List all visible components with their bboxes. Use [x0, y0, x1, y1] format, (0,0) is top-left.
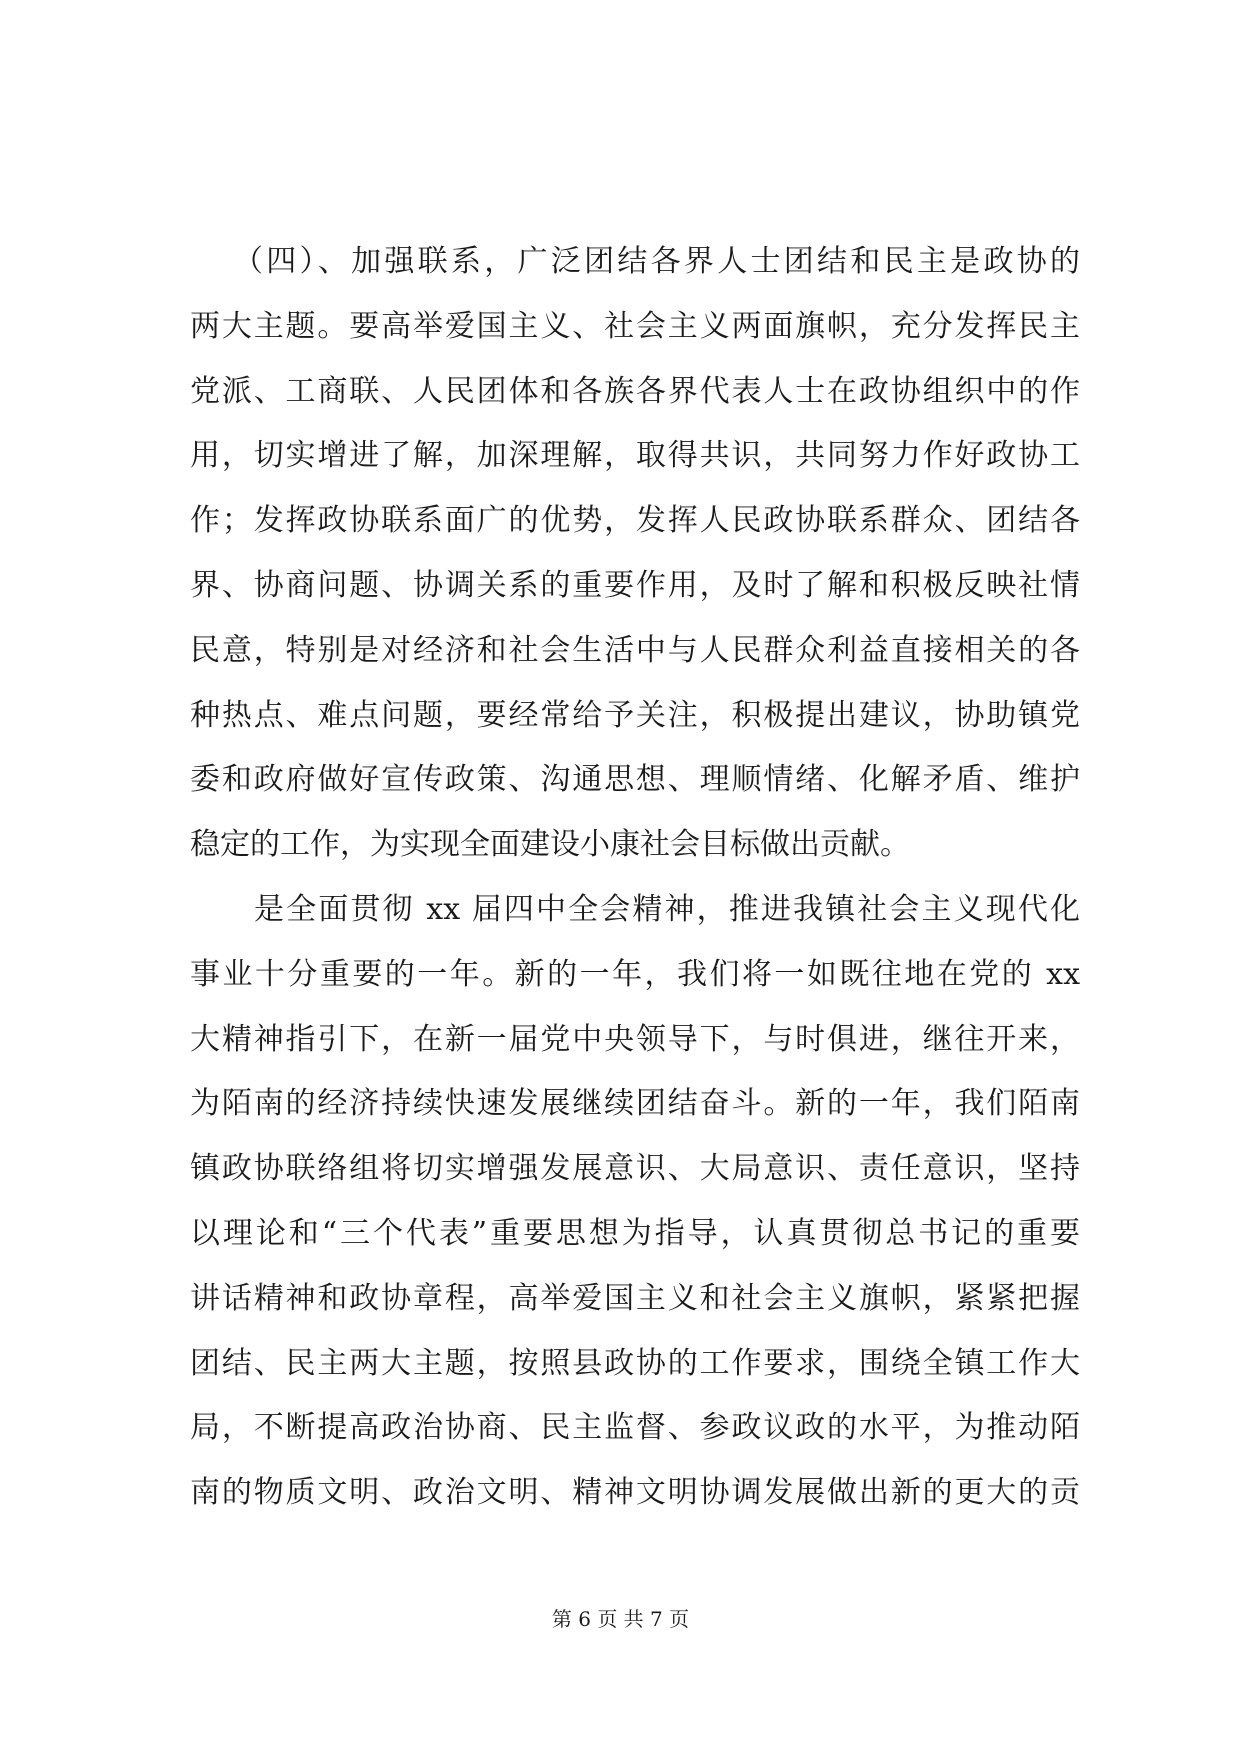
text-line: 种热点、难点问题，要经常给予关注，积极提出建议，协助镇党	[190, 697, 1080, 733]
text-line: 民意，特别是对经济和社会生活中与人民群众利益直接相关的各	[190, 632, 1080, 668]
text-line: 界、协商问题、协调关系的重要作用，及时了解和积极反映社情	[190, 567, 1080, 603]
text-line: 两大主题。要高举爱国主义、社会主义两面旗帜，充分发挥民主	[190, 308, 1080, 344]
text-line: 为陌南的经济持续快速发展继续团结奋斗。新的一年，我们陌南	[190, 1086, 1080, 1122]
text-line: 局，不断提高政治协商、民主监督、参政议政的水平，为推动陌	[190, 1410, 1080, 1446]
text-line: 南的物质文明、政治文明、精神文明协调发展做出新的更大的贡	[190, 1475, 1080, 1511]
text-line: （四）、加强联系，广泛团结各界人士团结和民主是政协的	[233, 244, 1080, 279]
paragraph-2	[190, 878, 1080, 1526]
text-line: 讲话精神和政协章程，高举爱国主义和社会主义旗帜，紧紧把握	[190, 1280, 1080, 1316]
text-line: 稳定的工作，为实现全面建设小康社会目标做出贡献。	[190, 827, 910, 863]
text-line: 事业十分重要的一年。新的一年，我们将一如既往地在党的 xx	[190, 956, 1080, 992]
page-footer: 第 6 页 共 7 页	[551, 1607, 690, 1631]
body-text	[190, 230, 1080, 1526]
text-line: 团结、民主两大主题，按照县政协的工作要求，围绕全镇工作大	[190, 1345, 1080, 1381]
text-line: 以理论和“三个代表”重要思想为指导，认真贯彻总书记的重要	[190, 1215, 1080, 1251]
text-line: 党派、工商联、人民团体和各族各界代表人士在政协组织中的作	[190, 373, 1080, 409]
paragraph-1	[190, 230, 1080, 878]
text-line: 大精神指引下，在新一届党中央领导下，与时俱进，继往开来，	[190, 1021, 1080, 1057]
text-line: 委和政府做好宣传政策、沟通思想、理顺情绪、化解矛盾、维护	[190, 762, 1080, 798]
text-line: 用，切实增进了解，加深理解，取得共识，共同努力作好政协工	[190, 438, 1080, 474]
text-line: 是全面贯彻 xx 届四中全会精神，推进我镇社会主义现代化	[254, 891, 1080, 927]
text-line: 作；发挥政协联系面广的优势，发挥人民政协联系群众、团结各	[190, 503, 1080, 539]
text-line: 镇政协联络组将切实增强发展意识、大局意识、责任意识，坚持	[190, 1151, 1080, 1187]
